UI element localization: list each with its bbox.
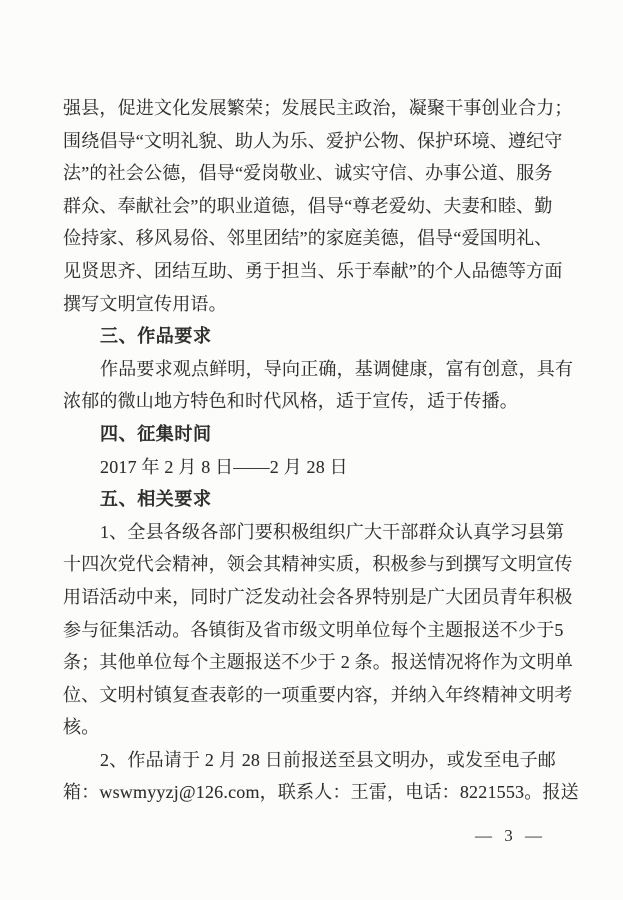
paragraph-line: 俭持家、移风易俗、邻里团结”的家庭美德，倡导“爱国明礼、 bbox=[63, 228, 553, 249]
paragraph-line: 参与征集活动。各镇街及省市级文明单位每个主题报送不少于5 bbox=[63, 619, 564, 640]
paragraph-line: 十四次党代会精神，领会其精神实质，积极参与到撰写文明宣传 bbox=[63, 554, 573, 575]
paragraph-line: 强县，促进文化发展繁荣；发展民主政治，凝聚干事创业合力； bbox=[63, 98, 573, 118]
heading-section-5-related-requirements: 五、相关要求 bbox=[100, 489, 212, 510]
paragraph-line: 位、文明村镇复查表彰的一项重要内容，并纳入年终精神文明考 bbox=[63, 684, 573, 705]
date-range-line: 2017 年 2 月 8 日——2 月 28 日 bbox=[100, 456, 348, 477]
heading-section-4-collection-period: 四、征集时间 bbox=[100, 423, 212, 444]
paragraph-line: 群众、奉献社会”的职业道德，倡导“尊老爱幼、夫妻和睦、勤 bbox=[63, 195, 553, 216]
paragraph-line: 用语活动中来，同时广泛发动社会各界特别是广大团员青年积极 bbox=[63, 586, 573, 607]
paragraph-line: 核。 bbox=[63, 717, 100, 738]
paragraph-line: 作品要求观点鲜明，导向正确，基调健康，富有创意，具有 bbox=[100, 358, 574, 379]
contact-line: 箱：wswmyyzj@126.com，联系人：王雷，电话：8221553。报送 bbox=[63, 782, 579, 803]
paragraph-line: 撰写文明宣传用语。 bbox=[63, 293, 227, 314]
paragraph-line: 浓郁的微山地方特色和时代风格，适于宣传，适于传播。 bbox=[63, 391, 518, 412]
paragraph-line: 见贤思齐、团结互助、勇于担当、乐于奉献”的个人品德等方面 bbox=[63, 260, 563, 281]
document-text-block bbox=[63, 92, 579, 809]
heading-section-3-work-requirements: 三、作品要求 bbox=[100, 326, 212, 347]
page-number: — 3 — bbox=[475, 826, 546, 845]
paragraph-line: 条；其他单位每个主题报送不少于 2 条。报送情况将作为文明单 bbox=[63, 652, 573, 673]
paragraph-line: 围绕倡导“文明礼貌、助人为乐、爱护公物、保护环境、遵纪守 bbox=[63, 130, 563, 151]
paragraph-line: 法”的社会公德，倡导“爱岗敬业、诚实守信、办事公道、服务 bbox=[63, 163, 553, 184]
paragraph-line: 1、全县各级各部门要积极组织广大干部群众认真学习县第 bbox=[100, 521, 565, 542]
paragraph-line: 2、作品请于 2 月 28 日前报送至县文明办，或发至电子邮 bbox=[100, 749, 556, 770]
